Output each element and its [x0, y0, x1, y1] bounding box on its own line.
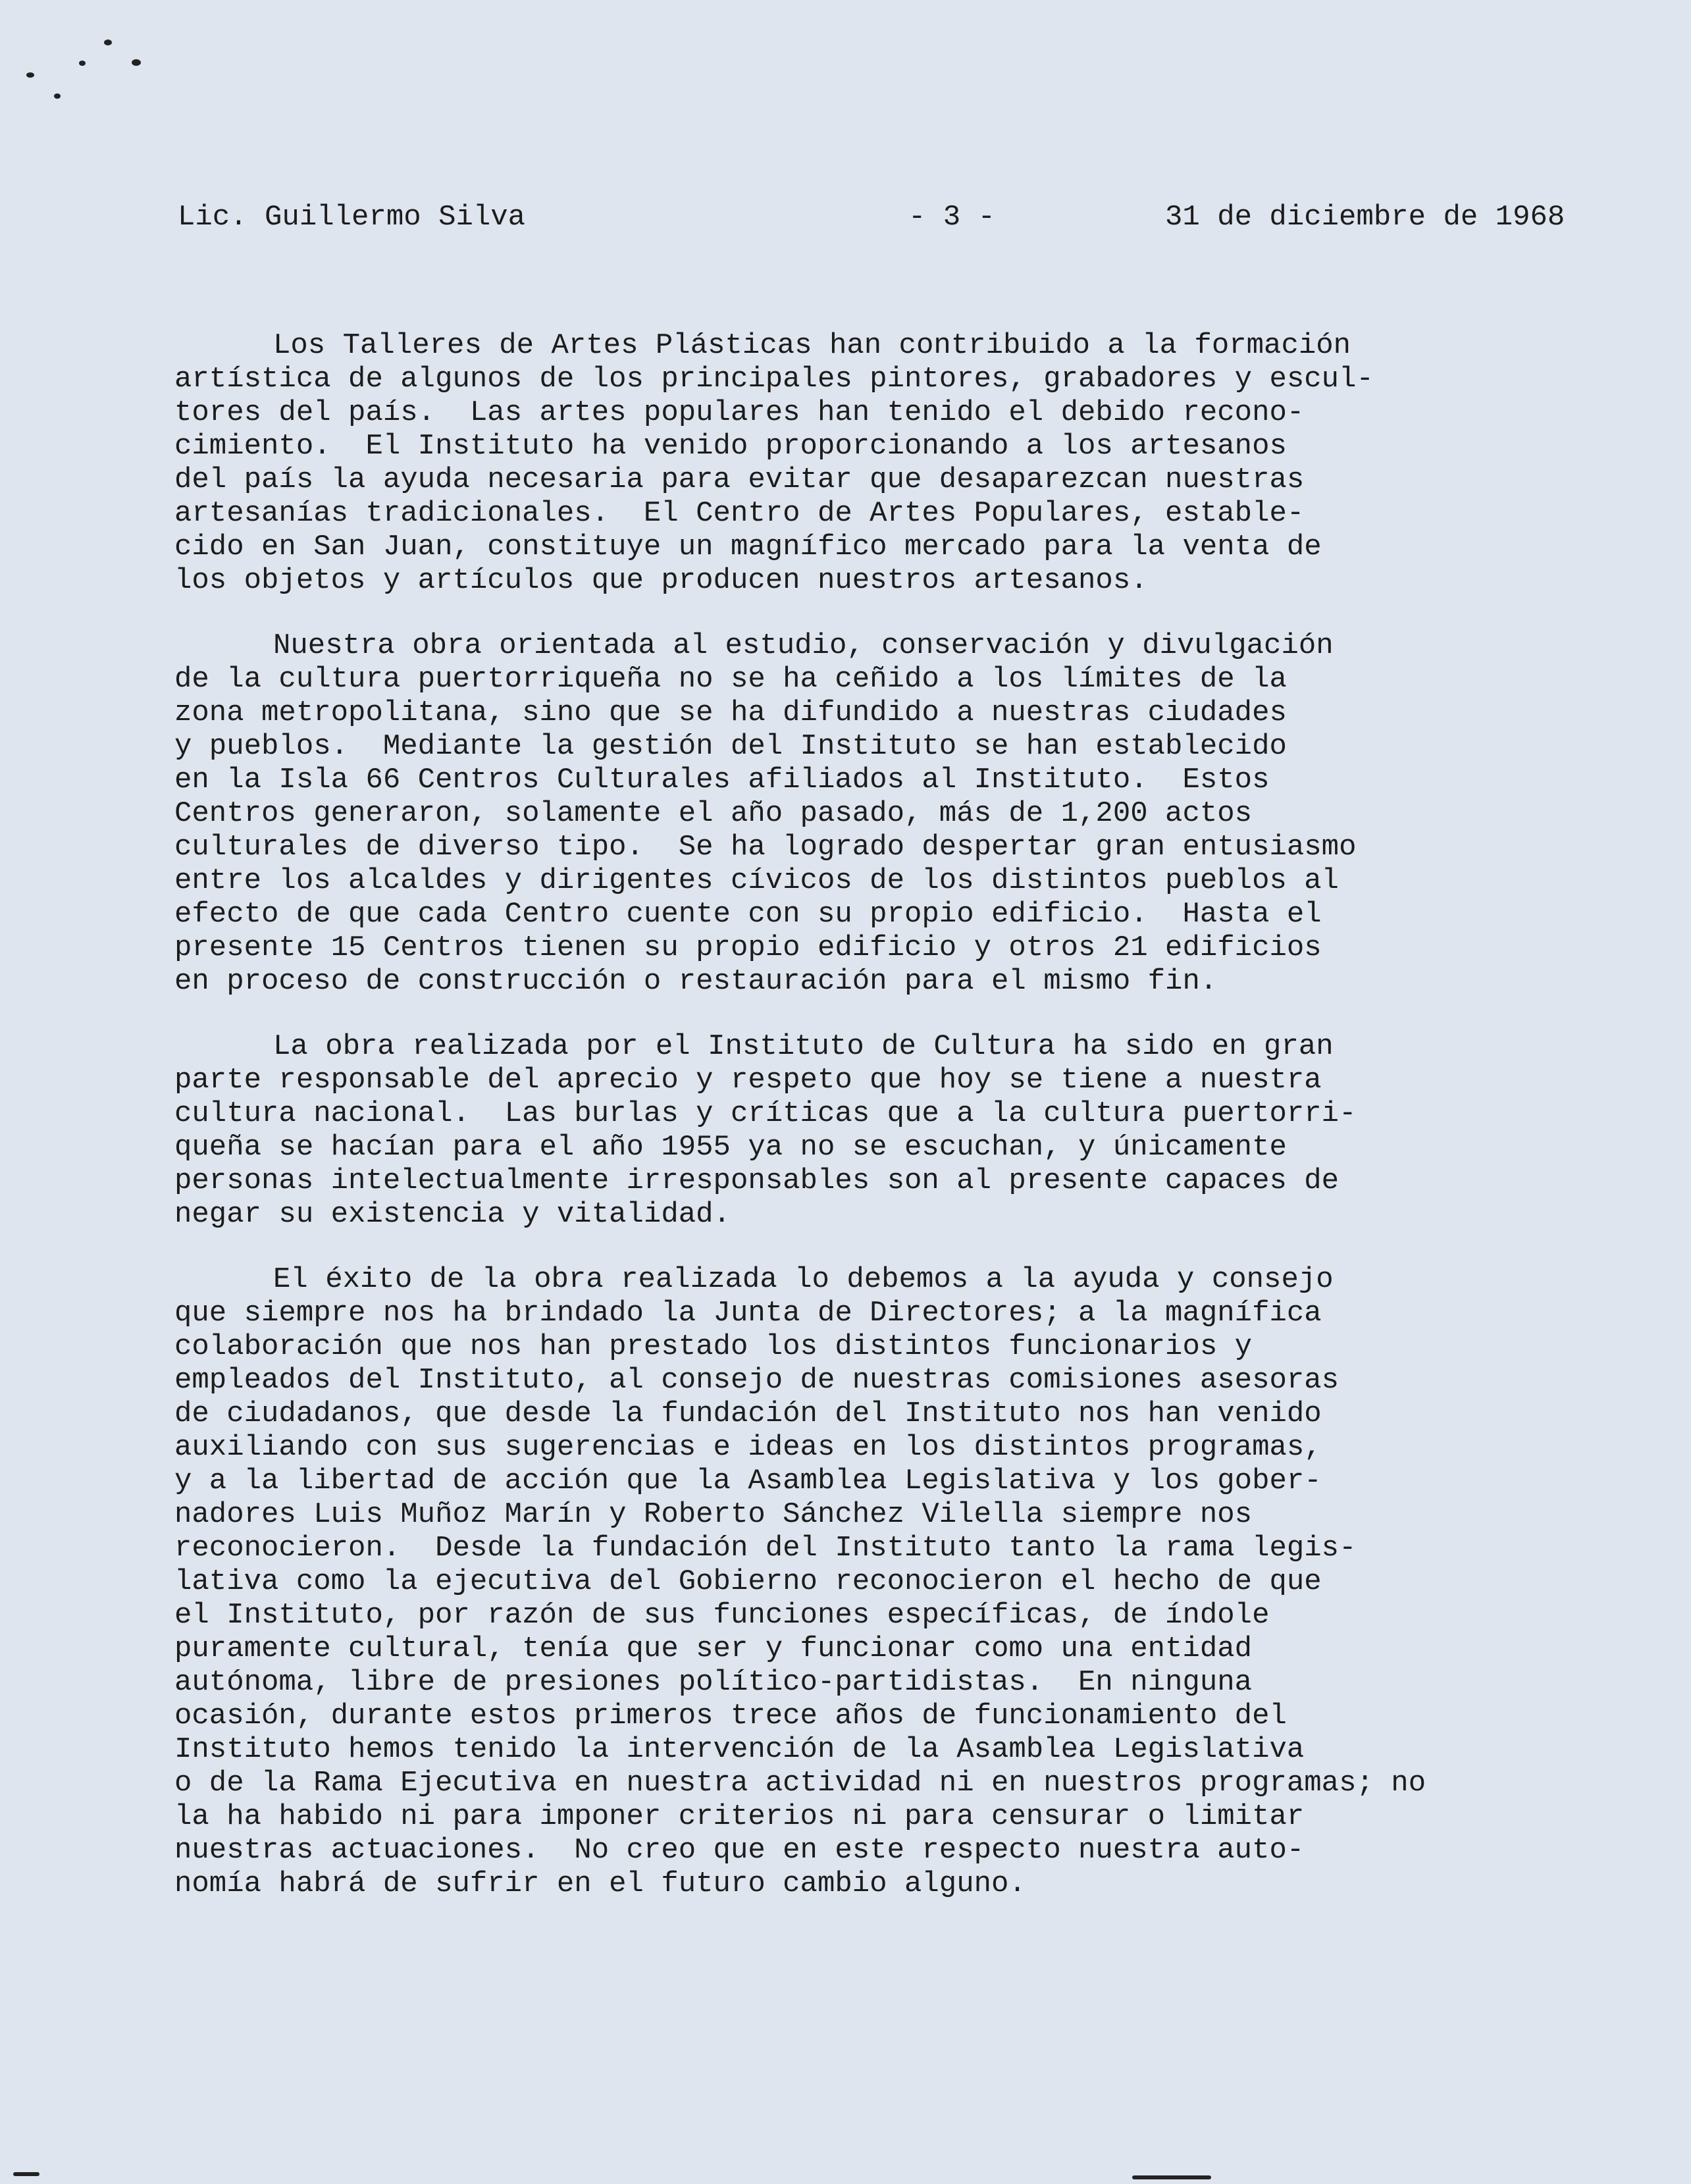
text-line: personas intelectualmente irresponsables son al presente capaces de [174, 1164, 1340, 1197]
text-line: que siempre nos ha brindado la Junta de Directores; a la magnífica [174, 1297, 1322, 1330]
scan-speck [13, 2172, 39, 2176]
text-line: negar su existencia y vitalidad. [174, 1198, 731, 1231]
text-line: artesanías tradicionales. El Centro de Artes Populares, estable- [174, 497, 1305, 530]
text-line: Nuestra obra orientada al estudio, conservación y divulgación [273, 629, 1334, 662]
text-line: efecto de que cada Centro cuente con su propio edificio. Hasta el [174, 898, 1322, 931]
text-line: Centros generaron, solamente el año pasado, más de 1,200 actos [174, 797, 1253, 830]
scan-speck [54, 93, 61, 99]
scan-speck [132, 59, 141, 66]
text-line: en proceso de construcción o restauración para el mismo fin. [174, 965, 1218, 998]
text-line: empleados del Instituto, al consejo de nuestras comisiones asesoras [174, 1364, 1340, 1397]
letter-body [174, 329, 1537, 1933]
text-line: cido en San Juan, constituye un magnífico mercado para la venta de [174, 531, 1322, 563]
text-line: entre los alcaldes y dirigentes cívicos de los distintos pueblos al [174, 864, 1340, 897]
paragraph [174, 1263, 1537, 1901]
paragraph [174, 329, 1537, 598]
text-line: puramente cultural, tenía que ser y funcionar como una entidad [174, 1632, 1253, 1665]
text-line: nuestras actuaciones. No creo que en este respecto nuestra auto- [174, 1834, 1305, 1867]
text-line: autónoma, libre de presiones político-partidistas. En ninguna [174, 1666, 1253, 1699]
text-line: parte responsable del aprecio y respeto que hoy se tiene a nuestra [174, 1064, 1322, 1097]
letter-date: 31 de diciembre de 1968 [1165, 201, 1565, 234]
text-line: o de la Rama Ejecutiva en nuestra actividad ni en nuestros programas; no [174, 1767, 1426, 1800]
text-line: de la cultura puertorriqueña no se ha ceñido a los límites de la [174, 663, 1287, 696]
text-line: el Instituto, por razón de sus funciones específicas, de índole [174, 1599, 1270, 1632]
paragraph [174, 629, 1537, 999]
text-line: queña se hacían para el año 1955 ya no se escuchan, y únicamente [174, 1131, 1287, 1164]
scan-speck [1132, 2175, 1211, 2179]
text-line: cultura nacional. Las burlas y críticas que a la cultura puertorri- [174, 1097, 1357, 1130]
scan-speck [104, 39, 112, 45]
page-header [178, 197, 1565, 237]
text-line: en la Isla 66 Centros Culturales afiliados al Instituto. Estos [174, 764, 1270, 796]
scan-speck [26, 72, 34, 78]
text-line: La obra realizada por el Instituto de Cultura ha sido en gran [273, 1030, 1334, 1063]
paragraph [174, 1030, 1537, 1232]
text-line: zona metropolitana, sino que se ha difundido a nuestras ciudades [174, 696, 1287, 729]
text-line: cimiento. El Instituto ha venido proporcionando a los artesanos [174, 430, 1287, 463]
text-line: y a la libertad de acción que la Asamblea Legislativa y los gober- [174, 1465, 1322, 1497]
text-line: los objetos y artículos que producen nuestros artesanos. [174, 564, 1148, 597]
text-line: y pueblos. Mediante la gestión del Instituto se han establecido [174, 730, 1287, 763]
scan-speck [79, 61, 86, 66]
text-line: del país la ayuda necesaria para evitar que desaparezcan nuestras [174, 463, 1305, 496]
text-line: de ciudadanos, que desde la fundación del Instituto nos han venido [174, 1397, 1322, 1430]
text-line: auxiliando con sus sugerencias e ideas en los distintos programas, [174, 1431, 1322, 1464]
text-line: nadores Luis Muñoz Marín y Roberto Sánchez Vilella siempre nos [174, 1498, 1253, 1531]
text-line: culturales de diverso tipo. Se ha logrado despertar gran entusiasmo [174, 831, 1357, 864]
text-line: lativa como la ejecutiva del Gobierno reconocieron el hecho de que [174, 1565, 1322, 1598]
page-number: - 3 - [908, 201, 996, 234]
text-line: reconocieron. Desde la fundación del Instituto tanto la rama legis- [174, 1532, 1357, 1565]
text-line: tores del país. Las artes populares han tenido el debido recono- [174, 396, 1305, 429]
text-line: artística de algunos de los principales pintores, grabadores y escul- [174, 363, 1374, 396]
text-line: El éxito de la obra realizada lo debemos a la ayuda y consejo [273, 1263, 1334, 1296]
text-line: presente 15 Centros tienen su propio edificio y otros 21 edificios [174, 931, 1322, 964]
text-line: colaboración que nos han prestado los distintos funcionarios y [174, 1330, 1253, 1363]
text-line: ocasión, durante estos primeros trece años de funcionamiento del [174, 1700, 1287, 1732]
text-line: la ha habido ni para imponer criterios ni para censurar o limitar [174, 1800, 1305, 1833]
text-line: Instituto hemos tenido la intervención de la Asamblea Legislativa [174, 1733, 1305, 1766]
addressee: Lic. Guillermo Silva [178, 201, 526, 234]
text-line: Los Talleres de Artes Plásticas han contribuido a la formación [273, 329, 1351, 362]
text-line: nomía habrá de sufrir en el futuro cambio alguno. [174, 1867, 1026, 1900]
